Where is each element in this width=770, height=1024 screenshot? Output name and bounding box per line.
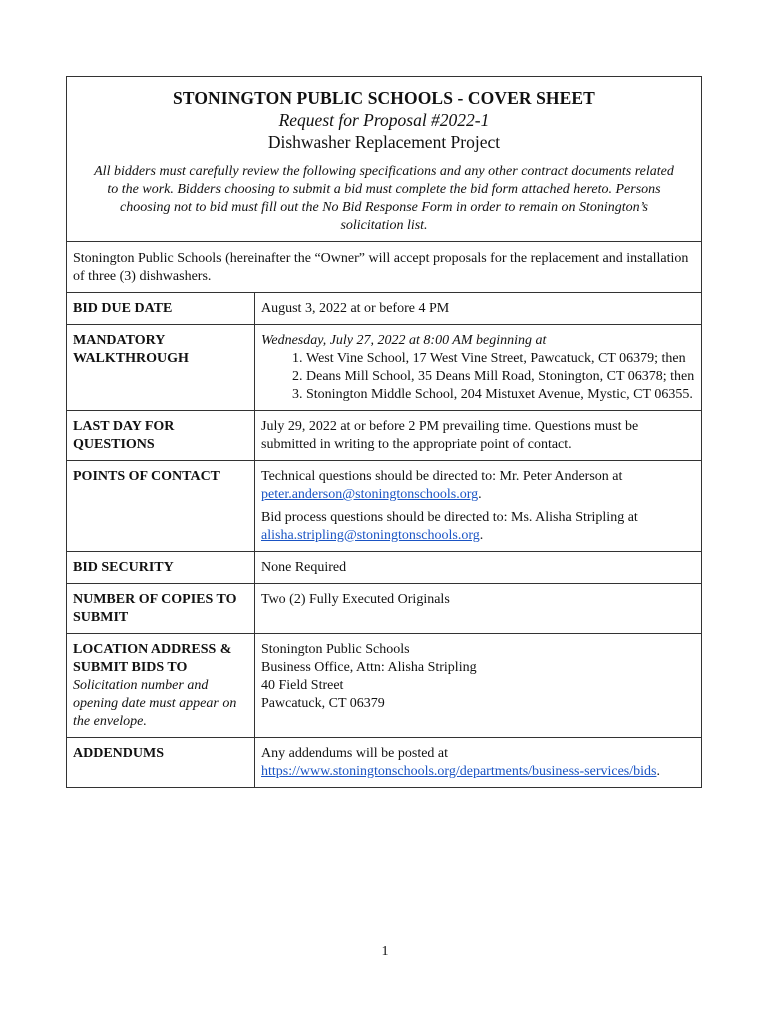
document-title: STONINGTON PUBLIC SCHOOLS - COVER SHEET [173, 88, 595, 108]
walkthrough-stop: 3. Stonington Middle School, 204 Mistuxet Avenue, Mystic, CT 06355. [306, 386, 696, 404]
technical-contact: Technical questions should be directed to: Mr. Peter Anderson at peter.anderson@stoningtonschools.org. [261, 469, 623, 502]
location-note: Solicitation number and opening date must appear on the envelope. [73, 678, 237, 729]
walkthrough-time: Wednesday, July 27, 2022 at 8:00 AM beginning at [261, 333, 547, 348]
questions-label: LAST DAY FOR QUESTIONS [67, 411, 255, 461]
walkthrough-stop: 2. Deans Mill School, 35 Deans Mill Road, Stonington, CT 06378; then [306, 368, 696, 386]
bid-contact-text: Bid process questions should be directed to: Ms. Alisha Stripling at [261, 510, 638, 525]
copies-value: Two (2) Fully Executed Originals [255, 584, 702, 634]
address-line: Pawcatuck, CT 06379 [261, 696, 385, 711]
addendums-text: Any addendums will be posted at [261, 746, 449, 761]
questions-value: July 29, 2022 at or before 2 PM prevailing time. Questions must be submitted in writing to the appropriate point of contact. [255, 411, 702, 461]
contact-label: POINTS OF CONTACT [67, 461, 255, 552]
walkthrough-value [255, 325, 702, 411]
bid-due-date-value: August 3, 2022 at or before 4 PM [255, 293, 702, 325]
addendums-value: Any addendums will be posted at https://www.stoningtonschools.org/departments/business-services/bids. [255, 738, 702, 788]
row-walkthrough [67, 325, 702, 411]
bid-contact-email-link[interactable]: alisha.stripling@stoningtonschools.org [261, 528, 480, 543]
cover-sheet-table [66, 76, 702, 788]
technical-contact-email-link[interactable]: peter.anderson@stoningtonschools.org [261, 487, 479, 502]
project-name: Dishwasher Replacement Project [267, 132, 501, 152]
bid-contact: Bid process questions should be directed to: Ms. Alisha Stripling at alisha.stripling@stoningtonschools.org. [261, 510, 638, 543]
page-number: 1 [381, 944, 389, 959]
location-label: LOCATION ADDRESS & SUBMIT BIDS TO [73, 642, 232, 675]
walkthrough-stops [261, 350, 696, 404]
address-line: Stonington Public Schools [261, 642, 410, 657]
addendums-label: ADDENDUMS [67, 738, 255, 788]
bidder-notice: All bidders must carefully review the following specifications and any other contract documents related to the work. Bidders choosing to submit a bid must complete the bid form attached hereto. Persons choosing not to bid must fill out the No Bid Response Form in order to remain on Stonington’s solicitation list. [94, 164, 674, 233]
walkthrough-label: MANDATORY WALKTHROUGH [67, 325, 255, 411]
row-bid-security [67, 552, 702, 584]
location-address [255, 634, 702, 738]
row-copies [67, 584, 702, 634]
address-line: 40 Field Street [261, 678, 344, 693]
technical-contact-text: Technical questions should be directed to: Mr. Peter Anderson at [261, 469, 623, 484]
rfp-number: Request for Proposal #2022-1 [278, 110, 490, 130]
copies-label: NUMBER OF COPIES TO SUBMIT [67, 584, 255, 634]
bid-security-value: None Required [255, 552, 702, 584]
location-label-cell [67, 634, 255, 738]
row-questions [67, 411, 702, 461]
bid-security-label: BID SECURITY [67, 552, 255, 584]
addendums-url-link[interactable]: https://www.stoningtonschools.org/departments/business-services/bids [261, 764, 657, 779]
intro-text: Stonington Public Schools (hereinafter the “Owner” will accept proposals for the replacement and installation of three (3) dishwashers. [67, 242, 702, 293]
row-addendums [67, 738, 702, 788]
row-location [67, 634, 702, 738]
address-line: Business Office, Attn: Alisha Stripling [261, 660, 477, 675]
bid-due-date-label: BID DUE DATE [67, 293, 255, 325]
header-cell [67, 77, 702, 242]
contact-value [255, 461, 702, 552]
walkthrough-stop: 1. West Vine School, 17 West Vine Street, Pawcatuck, CT 06379; then [306, 350, 696, 368]
row-contact [67, 461, 702, 552]
row-bid-due-date [67, 293, 702, 325]
